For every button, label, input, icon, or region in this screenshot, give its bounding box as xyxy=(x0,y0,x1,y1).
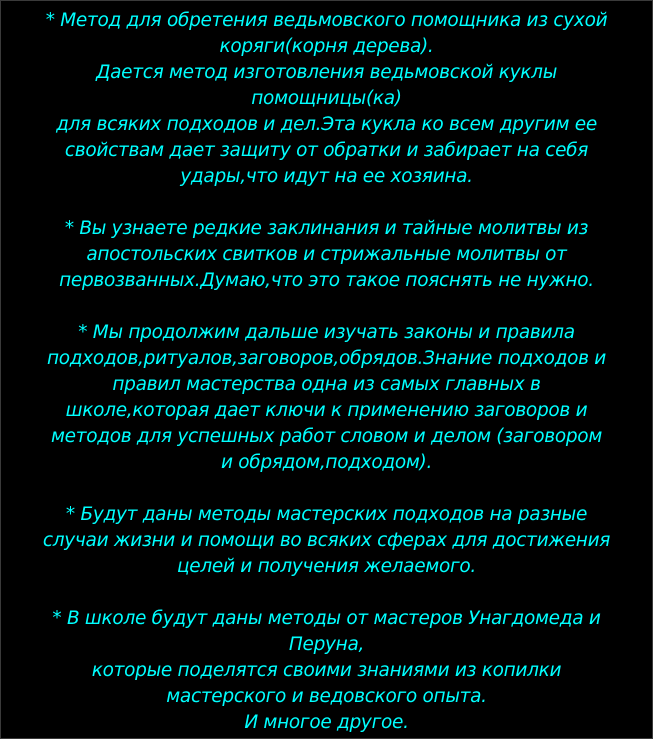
text-line: Перуна, xyxy=(288,634,365,655)
text-line: первозванных.Думаю,что это такое пояснять не нужно. xyxy=(59,270,594,291)
text-line: * Будут даны методы мастерских подходов на разные xyxy=(65,504,588,525)
text-line: * В школе будут даны методы от мастеров Унагдомеда и xyxy=(52,608,601,629)
paragraph xyxy=(1,606,652,736)
paragraph xyxy=(1,502,652,580)
paragraph-spacer xyxy=(1,580,652,606)
paragraph-spacer xyxy=(1,476,652,502)
text-line: подходов,ритуалов,заговоров,обрядов.Знание подходов и xyxy=(46,348,607,369)
text-line: * Вы узнаете редкие заклинания и тайные молитвы из xyxy=(64,218,589,239)
text-line: удары,что идут на ее хозяина. xyxy=(180,166,473,187)
text-line: методов для успешных работ словом и делом (заговором xyxy=(51,426,602,447)
text-line: правил мастерства одна из самых главных в xyxy=(112,374,541,395)
text-line: свойствам дает защиту от обратки и забирает на себя xyxy=(64,140,589,161)
text-line: мастерского и ведовского опыта. xyxy=(166,686,487,707)
text-line: коряги(корня дерева). xyxy=(219,36,434,57)
text-line: для всяких подходов и дел.Эта кукла ко всем другим ее xyxy=(56,114,597,135)
course-description xyxy=(1,1,652,736)
paragraph xyxy=(1,8,652,190)
text-line: целей и получения желаемого. xyxy=(176,556,476,577)
text-line: школе,которая дает ключи к применению заговоров и xyxy=(65,400,588,421)
text-line: * Мы продолжим дальше изучать законы и правила xyxy=(78,322,575,343)
paragraph-spacer xyxy=(1,294,652,320)
text-line: * Метод для обретения ведьмовского помощника из сухой xyxy=(45,10,608,31)
text-line: И многое другое. xyxy=(244,712,409,733)
text-line: Дается метод изготовления ведьмовской куклы xyxy=(95,62,558,83)
text-line: апостольских свитков и стрижальные молитвы от xyxy=(86,244,567,265)
text-line: которые поделятся своими знаниями из копилки xyxy=(91,660,562,681)
text-line: и обрядом,подходом). xyxy=(220,452,433,473)
text-line: помощницы(ка) xyxy=(251,88,402,109)
paragraph xyxy=(1,320,652,476)
paragraph-spacer xyxy=(1,190,652,216)
text-line: случаи жизни и помощи во всяких сферах для достижения xyxy=(42,530,611,551)
paragraph xyxy=(1,216,652,294)
